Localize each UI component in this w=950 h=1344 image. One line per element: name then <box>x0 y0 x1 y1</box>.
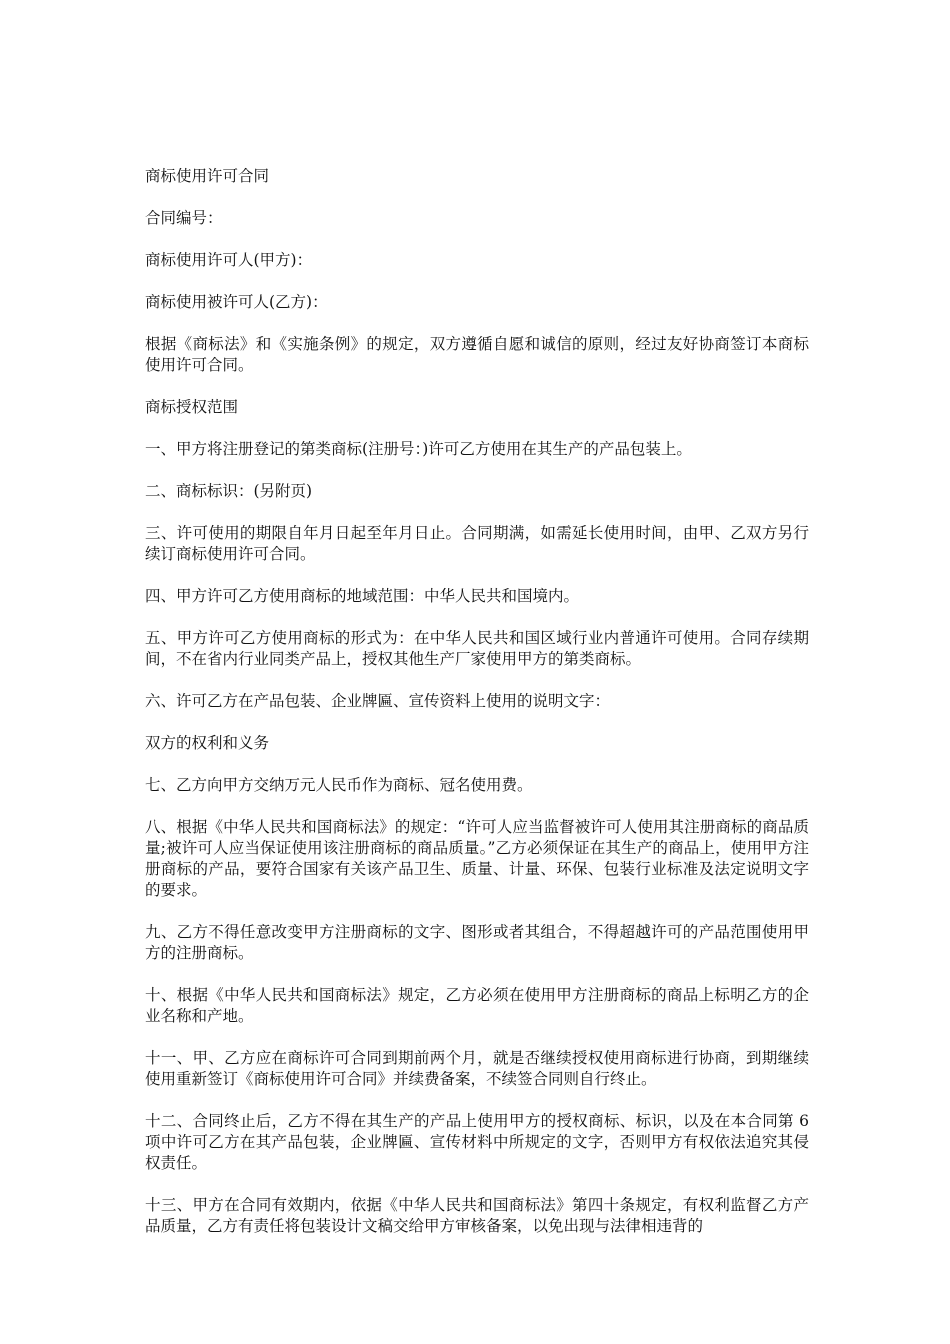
clause-5: 五、甲方许可乙方使用商标的形式为：在中华人民共和国区域行业内普通许可使用。合同存续期间，不在省内行业同类产品上，授权其他生产厂家使用甲方的第类商标。 <box>145 629 809 668</box>
clause-13: 十三、甲方在合同有效期内，依据《中华人民共和国商标法》第四十条规定，有权利监督乙方产品质量，乙方有责任将包装设计文稿交给甲方审核备案，以免出现与法律相违背的 <box>145 1196 809 1235</box>
clause-10: 十、根据《中华人民共和国商标法》规定，乙方必须在使用甲方注册商标的商品上标明乙方的企业名称和产地。 <box>145 986 809 1025</box>
clause-12: 十二、合同终止后，乙方不得在其生产的产品上使用甲方的授权商标、标识，以及在本合同第 6 项中许可乙方在其产品包装，企业牌匾、宣传材料中所规定的文字，否则甲方有权依法追究其侵权责任。 <box>145 1112 809 1172</box>
licensor-line: 商标使用许可人(甲方)： <box>145 251 313 269</box>
clause-1: 一、甲方将注册登记的第类商标(注册号：)许可乙方使用在其生产的产品包装上。 <box>145 440 692 458</box>
clause-2: 二、商标标识：(另附页) <box>145 482 313 500</box>
clause-8: 八、根据《中华人民共和国商标法》的规定：“许可人应当监督被许可人使用其注册商标的商品质量;被许可人应当保证使用该注册商标的商品质量。”乙方必须保证在其生产的商品上，使用甲方注册商标的产品，要符合国家有关该产品卫生、质量、计量、环保、包装行业标准及法定说明文字的要求。 <box>145 818 809 899</box>
document-body <box>145 166 809 1258</box>
clause-4: 四、甲方许可乙方使用商标的地域范围：中华人民共和国境内。 <box>145 587 580 605</box>
intro-paragraph: 根据《商标法》和《实施条例》的规定，双方遵循自愿和诚信的原则，经过友好协商签订本商标使用许可合同。 <box>145 335 809 374</box>
document-title: 商标使用许可合同 <box>145 167 270 185</box>
clause-6: 六、许可乙方在产品包装、企业牌匾、宣传资料上使用的说明文字： <box>145 692 611 710</box>
clause-7: 七、乙方向甲方交纳万元人民币作为商标、冠名使用费。 <box>145 776 533 794</box>
contract-number: 合同编号： <box>145 209 223 227</box>
section-heading-rights: 双方的权利和义务 <box>145 734 270 752</box>
clause-3: 三、许可使用的期限自年月日起至年月日止。合同期满，如需延长使用时间，由甲、乙双方另行续订商标使用许可合同。 <box>145 524 809 563</box>
clause-11: 十一、甲、乙方应在商标许可合同到期前两个月，就是否继续授权使用商标进行协商，到期继续使用重新签订《商标使用许可合同》并续费备案，不续签合同则自行终止。 <box>145 1049 809 1088</box>
section-heading-scope: 商标授权范围 <box>145 398 239 416</box>
clause-9: 九、乙方不得任意改变甲方注册商标的文字、图形或者其组合，不得超越许可的产品范围使用甲方的注册商标。 <box>145 923 809 962</box>
licensee-line: 商标使用被许可人(乙方)： <box>145 293 328 311</box>
